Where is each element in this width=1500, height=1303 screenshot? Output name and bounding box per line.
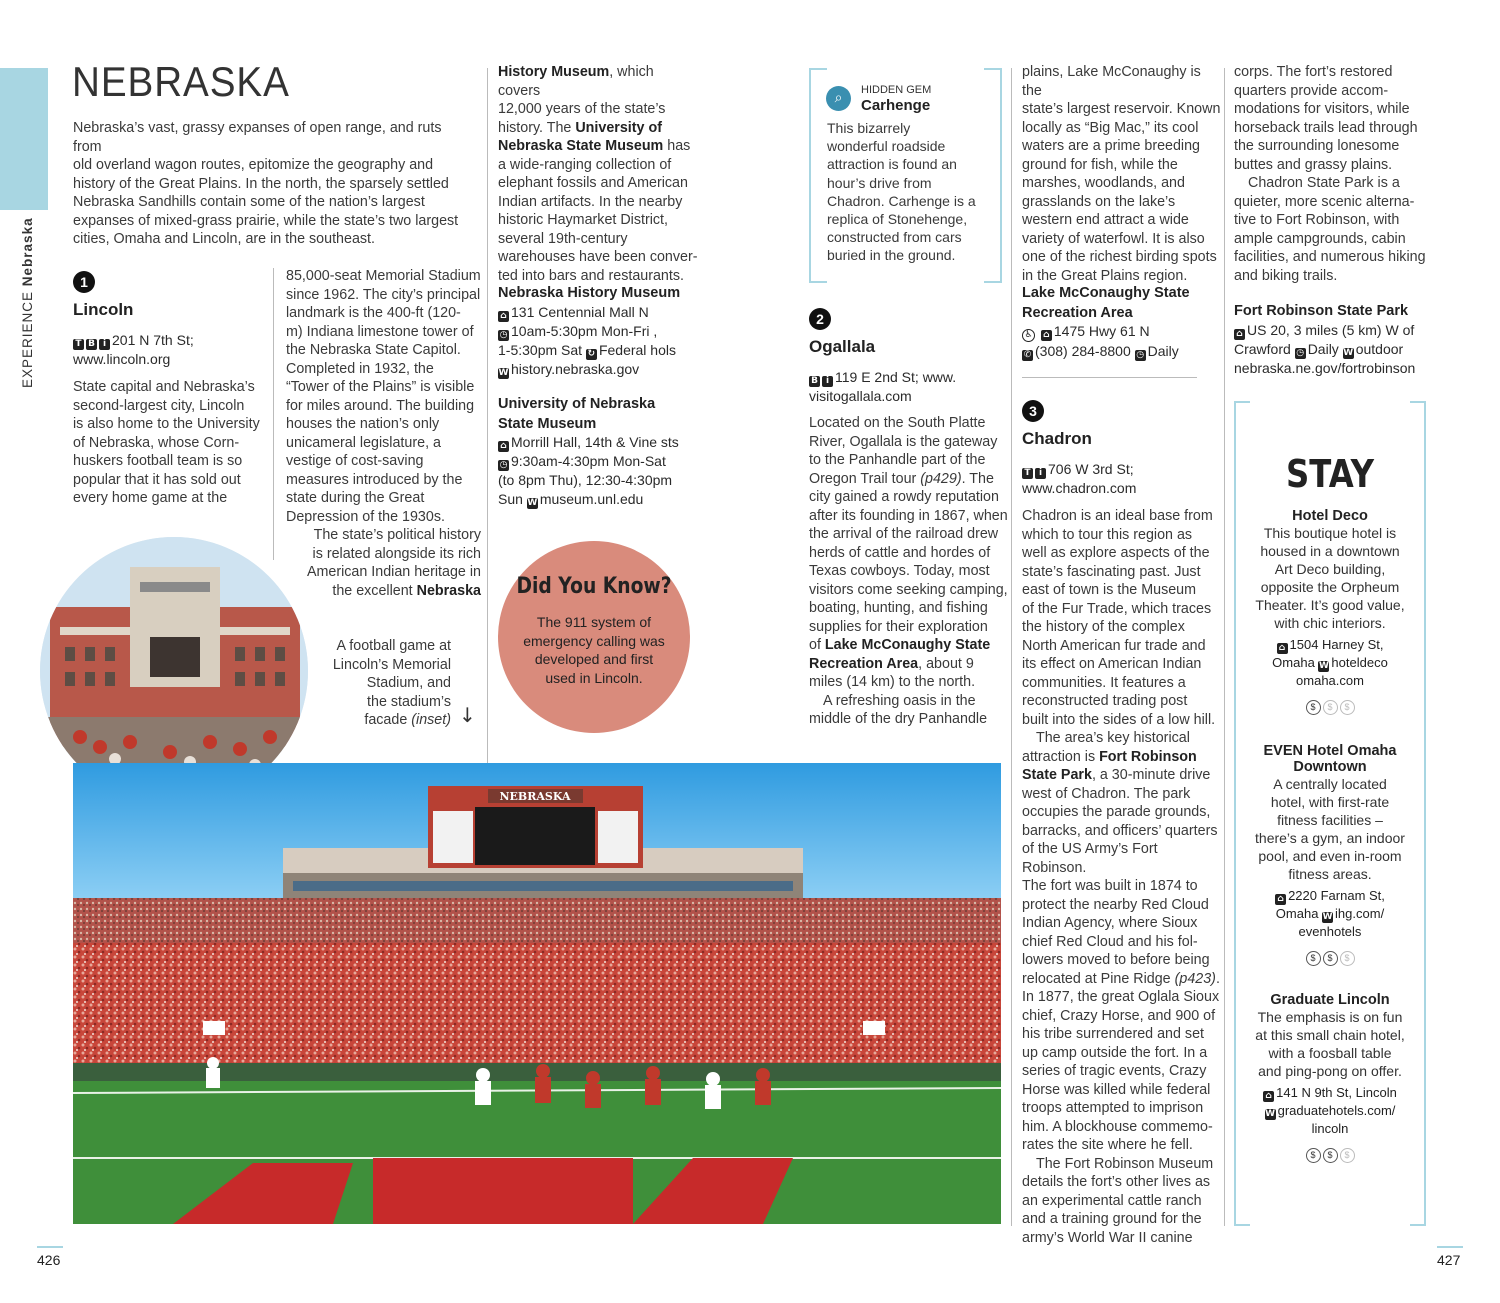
closed-icon: ↻ bbox=[587, 348, 596, 359]
web-icon: W bbox=[1343, 347, 1354, 358]
hidden-gem-name: Carhenge bbox=[861, 97, 931, 114]
side-label bbox=[20, 217, 35, 388]
photo-caption bbox=[305, 637, 451, 730]
ogallala-text bbox=[809, 414, 1009, 729]
lincoln-address: 201 N 7th St; bbox=[112, 332, 194, 348]
lake-text bbox=[1022, 63, 1222, 285]
text-line: Indian Agency, where Sioux bbox=[1022, 915, 1198, 931]
text-line: The Fort Robinson Museum bbox=[1036, 1155, 1214, 1172]
text-line: buttes and grassy plains. bbox=[1234, 156, 1393, 173]
text-line: State Park, a 30-minute drive bbox=[1022, 767, 1211, 783]
text-line: history of the Great Plains. In the north, the sparsely settled bbox=[73, 175, 449, 192]
text-line: and biking trails. bbox=[1234, 267, 1338, 284]
price-rating bbox=[1250, 697, 1410, 715]
bus-icon: B bbox=[809, 376, 820, 387]
fort-info: Fort Robinson State Park ⌂ US 20, 3 miles (5 km) W of Crawford ◷ Daily W outdoor nebraska.ne.gov/fortrobinson bbox=[1234, 303, 1416, 376]
text-line: locally as “Big Mac,” its cool bbox=[1022, 119, 1199, 136]
hotel-entry bbox=[1250, 743, 1410, 966]
caption-line: facade (inset) bbox=[364, 712, 451, 728]
hotel-description: The emphasis is on fun at this small chain hotel, with a foosball table and ping-pong on offer. bbox=[1255, 1009, 1405, 1079]
page-number-left: 426 bbox=[37, 1252, 61, 1268]
text-line: Texas cowboys. Today, most bbox=[809, 563, 990, 579]
text-line: Completed in 1932, the bbox=[286, 360, 434, 377]
text-line: horseback trails lead through bbox=[1234, 119, 1418, 136]
text-line: one of the richest birding spots bbox=[1022, 249, 1217, 265]
text-line: emergency calling was bbox=[523, 632, 665, 649]
text-line: communities. It features a bbox=[1022, 674, 1186, 691]
text-line: the history of the complex bbox=[1022, 619, 1185, 635]
text-line: quieter, more scenic alterna- bbox=[1234, 193, 1415, 210]
scoreboard-label: NEBRASKA bbox=[499, 790, 571, 803]
address-icon: ⌂ bbox=[1234, 329, 1245, 340]
text-line: tive to Fort Robinson, with bbox=[1234, 212, 1400, 228]
text-line: history. The bbox=[498, 119, 572, 136]
text-line: The 911 system of bbox=[536, 614, 652, 630]
text-line: Depression of the 1930s. bbox=[286, 508, 445, 525]
hotel-entry bbox=[1250, 508, 1410, 715]
stay-bracket-right bbox=[1410, 401, 1426, 1226]
text-line: an experimental cattle ranch bbox=[1022, 1192, 1202, 1209]
text-line: huskers football team is so bbox=[73, 453, 243, 469]
magnifier-icon: ⌕ bbox=[826, 86, 851, 111]
text-line: city gained a rowdy reputation bbox=[809, 489, 999, 505]
text-line: popular that it has sold out bbox=[73, 471, 241, 488]
museum1-info: Nebraska History Museum ⌂ 131 Centennial Mall N ◷ 10am-5:30pm Mon-Fri , 1-5:30pm Sat ↻ Federal hols W history.nebraska.gov bbox=[498, 285, 681, 378]
text-line: built into the sides of a low hill. bbox=[1022, 711, 1216, 728]
text-line: which to tour this region as bbox=[1022, 526, 1193, 543]
text-line: Oregon Trail tour (p429). The bbox=[809, 470, 994, 487]
text-line: series of tragic events, Crazy bbox=[1022, 1063, 1207, 1079]
hotel-description: A centrally located hotel, with first-rate fitness facilities – there’s a gym, an indoor pool, and even in-room fitness areas. bbox=[1255, 776, 1405, 882]
hotel-name: Hotel Deco bbox=[1292, 508, 1368, 524]
text-line: waters are a prime breeding bbox=[1022, 138, 1201, 154]
column-rule bbox=[1011, 68, 1012, 1226]
arrow-down-icon: ↓ bbox=[459, 703, 476, 727]
text-line: boating, hunting, and fishing bbox=[809, 600, 988, 616]
text-line: him. A blockhouse commemo- bbox=[1022, 1118, 1213, 1135]
address-icon: ⌂ bbox=[1263, 1091, 1274, 1102]
intro-paragraph bbox=[73, 119, 473, 249]
address-icon: ⌂ bbox=[1275, 894, 1286, 905]
chadron-text bbox=[1022, 507, 1222, 1247]
text-line: is related alongside its rich bbox=[312, 545, 481, 562]
text-line: state’s largest reservoir. Known bbox=[1022, 101, 1221, 117]
fort-text bbox=[1234, 63, 1434, 285]
address-icon: ⌂ bbox=[1041, 330, 1052, 341]
text-line: old overland wagon routes, epitomize the geography and bbox=[73, 157, 434, 173]
lincoln-info bbox=[73, 331, 273, 369]
price-rating bbox=[1250, 948, 1410, 966]
museum2-info: University of Nebraska State Museum ⌂ Morrill Hall, 14th & Vine sts ◷ 9:30am-4:30pm Mon-Sat (to 8pm Thu), 12:30-4:30pm Sun W museum.unl.edu bbox=[498, 396, 679, 508]
text-line: Indian artifacts. In the nearby bbox=[498, 193, 683, 210]
text-line: River, Ogallala is the gateway bbox=[809, 433, 998, 450]
stay-bracket-left bbox=[1234, 401, 1250, 1226]
text-line: of Lake McConaughy State bbox=[809, 637, 991, 653]
text-line: corps. The fort’s restored bbox=[1234, 64, 1393, 80]
text-line: facilities, and numerous hiking bbox=[1234, 249, 1426, 265]
text-line: relocated at Pine Ridge (p423). bbox=[1022, 970, 1220, 987]
hidden-gem-text bbox=[827, 119, 987, 265]
text-line: 85,000-seat Memorial Stadium bbox=[286, 268, 481, 284]
text-line: The area’s key historical bbox=[1036, 730, 1190, 746]
ogallala-heading: Ogallala bbox=[809, 337, 876, 356]
text-line: second-largest city, Lincoln bbox=[73, 397, 245, 414]
text-line: reconstructed trading post bbox=[1022, 693, 1188, 709]
info-icon: i bbox=[822, 376, 833, 387]
text-line: Recreation Area, about 9 bbox=[809, 655, 974, 672]
column-rule bbox=[273, 268, 274, 560]
side-label-state: Nebraska bbox=[20, 217, 35, 287]
side-label-experience: EXPERIENCE bbox=[20, 290, 35, 388]
text-line: supplies for their exploration bbox=[809, 618, 988, 635]
text-line: west of Chadron. The park bbox=[1022, 785, 1191, 802]
text-line: m) Indiana limestone tower of bbox=[286, 323, 474, 340]
clock-icon: ◷ bbox=[1136, 350, 1145, 360]
text-line: for miles around. The building bbox=[286, 397, 475, 414]
dollar-icon: $ bbox=[1323, 700, 1338, 715]
text-line: up camp outside the fort. In a bbox=[1022, 1044, 1208, 1061]
hotel-info: ⌂ 1504 Harney St, Omaha W hoteldeco omaha.com bbox=[1272, 637, 1388, 688]
web-icon: W bbox=[1322, 912, 1333, 922]
caption-line: Lincoln’s Memorial bbox=[332, 656, 451, 673]
text-line: marshes, woodlands, and bbox=[1022, 175, 1185, 191]
wheelchair-icon: ♿ bbox=[1022, 329, 1035, 342]
text-line: plains, Lake McConaughy is the bbox=[1022, 64, 1201, 99]
text-line: rates the site where he fell. bbox=[1022, 1137, 1193, 1153]
chadron-info: T i 706 W 3rd St; www.chadron.com bbox=[1022, 461, 1137, 496]
page-number-rule bbox=[1437, 1246, 1463, 1248]
text-line: constructed from cars bbox=[827, 229, 962, 246]
text-line: 12,000 years of the state’s bbox=[498, 101, 666, 117]
divider bbox=[1022, 377, 1197, 378]
text-line: In 1877, the great Oglala Sioux bbox=[1022, 989, 1220, 1005]
text-line: herds of cattle and hordes of bbox=[809, 544, 991, 561]
text-line: a wide-ranging collection of bbox=[498, 156, 672, 173]
lincoln-number: 1 bbox=[73, 271, 95, 293]
text-line: wonderful roadside bbox=[827, 138, 946, 155]
address-icon: ⌂ bbox=[1277, 643, 1288, 654]
did-you-know-text bbox=[510, 613, 678, 687]
text-line: “Tower of the Plains” is visible bbox=[286, 379, 475, 395]
info-icon: i bbox=[1035, 468, 1046, 479]
caption-line: Stadium, and bbox=[366, 675, 451, 691]
text-line: vestige of cost-saving bbox=[286, 453, 424, 469]
chadron-number: 3 bbox=[1022, 400, 1044, 422]
text-line: ted into bars and restaurants. bbox=[498, 267, 684, 284]
stay-list bbox=[1250, 508, 1410, 1189]
text-line: ground for fish, while the bbox=[1022, 156, 1178, 173]
stadium-field-photo bbox=[73, 763, 1001, 1224]
stadium-field-illustration bbox=[73, 763, 1001, 1224]
web-icon: W bbox=[1265, 1109, 1276, 1119]
lincoln-text-col2b bbox=[286, 526, 481, 600]
text-line: houses the nation’s only bbox=[286, 416, 440, 432]
hotel-info: ⌂ 141 N 9th St, Lincoln W graduatehotels.com/ lincoln bbox=[1265, 1085, 1397, 1136]
text-line: is also home to the University bbox=[73, 416, 260, 432]
bus-icon: B bbox=[86, 339, 97, 350]
text-line: Chadron. Carhenge is a bbox=[827, 192, 976, 209]
text-line: and a training ground for the bbox=[1022, 1211, 1202, 1227]
ogallala-info: B i 119 E 2nd St; www. visitogallala.com bbox=[809, 369, 957, 404]
text-line: every home game at the bbox=[73, 490, 228, 506]
text-line: Nebraska’s vast, grassy expanses of open range, and ruts from bbox=[73, 120, 442, 155]
hotel-name: EVEN Hotel Omaha bbox=[1263, 743, 1397, 759]
text-line: in the Great Plains region. bbox=[1022, 267, 1188, 284]
text-line: developed and first bbox=[534, 651, 654, 667]
hidden-gem-label: HIDDEN GEM bbox=[861, 84, 932, 96]
section-tab bbox=[0, 68, 48, 210]
did-you-know-title: Did You Know? bbox=[516, 574, 672, 599]
text-line: The fort was built in 1874 to bbox=[1022, 878, 1198, 894]
dollar-icon: $ bbox=[1323, 951, 1338, 966]
text-line: the excellent Nebraska bbox=[332, 582, 481, 599]
text-line: A refreshing oasis in the bbox=[823, 692, 976, 709]
text-line: the Nebraska State Capitol. bbox=[286, 342, 461, 358]
dollar-icon: $ bbox=[1340, 951, 1355, 966]
hotel-entry bbox=[1250, 992, 1410, 1163]
text-line: of the Fur Trade, which traces bbox=[1022, 600, 1212, 617]
text-line: lowers moved to before being bbox=[1022, 952, 1210, 968]
hidden-gem-bracket-left bbox=[809, 68, 827, 283]
page-title: NEBRASKA bbox=[72, 58, 290, 105]
text-line: ample campgrounds, cabin bbox=[1234, 230, 1406, 247]
transit-icon: T bbox=[1022, 468, 1033, 479]
text-line: Located on the South Platte bbox=[809, 415, 986, 431]
caption-line: A football game at bbox=[336, 638, 451, 654]
text-line: miles (14 km) to the north. bbox=[809, 674, 976, 690]
text-line: to the Panhandle part of the bbox=[809, 452, 986, 468]
text-line: Chadron is an ideal base from bbox=[1022, 508, 1213, 524]
text-line: modations for visitors, while bbox=[1234, 101, 1410, 117]
text-line: visitors come seeking camping, bbox=[809, 581, 1008, 598]
hotel-info: ⌂ 2220 Farnam St, Omaha W ihg.com/ evenhotels bbox=[1275, 888, 1385, 939]
text-line: State capital and Nebraska’s bbox=[73, 379, 255, 395]
text-line: attraction is found an bbox=[827, 156, 957, 173]
text-line: barracks, and officers’ quarters bbox=[1022, 822, 1218, 839]
text-line: buried in the ground. bbox=[827, 247, 956, 264]
text-line: American Indian heritage in bbox=[306, 564, 481, 580]
text-line: army’s World War II canine bbox=[1022, 1229, 1193, 1246]
text-line: The state’s political history bbox=[313, 527, 481, 543]
dollar-icon: $ bbox=[1306, 1148, 1321, 1163]
text-line: landmark is the 400-ft (120- bbox=[286, 305, 461, 321]
text-line: its effect on American Indian bbox=[1022, 656, 1202, 672]
lincoln-heading: Lincoln bbox=[73, 300, 134, 319]
web-icon: W bbox=[527, 498, 538, 508]
column-rule bbox=[487, 68, 488, 764]
text-line: replica of Stonehenge, bbox=[827, 211, 968, 228]
text-line: of Nebraska, whose Corn- bbox=[73, 434, 240, 451]
text-line: details the fort’s other lives as bbox=[1022, 1174, 1211, 1190]
stay-heading: STAY bbox=[1285, 452, 1375, 496]
text-line: middle of the dry Panhandle bbox=[809, 711, 988, 727]
text-line: historic Haymarket District, bbox=[498, 212, 668, 228]
web-icon: W bbox=[498, 367, 509, 378]
text-line: since 1962. The city’s principal bbox=[286, 286, 481, 303]
text-line: warehouses have been conver- bbox=[498, 249, 698, 265]
address-icon: ⌂ bbox=[498, 441, 509, 452]
lincoln-text-col2 bbox=[286, 267, 481, 526]
text-line: measures introduced by the bbox=[286, 471, 463, 488]
text-line: state during the Great bbox=[286, 490, 425, 506]
text-line: western end attract a wide bbox=[1022, 212, 1189, 228]
dollar-icon: $ bbox=[1306, 951, 1321, 966]
clock-icon: ◷ bbox=[499, 460, 508, 470]
text-line: elephant fossils and American bbox=[498, 175, 688, 191]
lincoln-text-col1 bbox=[73, 378, 268, 508]
dollar-icon: $ bbox=[1323, 1148, 1338, 1163]
column-rule bbox=[1224, 68, 1225, 1226]
chadron-heading: Chadron bbox=[1022, 429, 1092, 448]
web-icon: W bbox=[1318, 661, 1329, 671]
text-line: Nebraska Sandhills contain some of the nation’s largest bbox=[73, 194, 425, 210]
dollar-icon: $ bbox=[1306, 700, 1321, 715]
clock-icon: ◷ bbox=[499, 329, 508, 340]
lincoln-website[interactable]: www.lincoln.org bbox=[73, 351, 171, 367]
text-line: the surrounding lonesome bbox=[1234, 138, 1400, 154]
dollar-icon: $ bbox=[1340, 700, 1355, 715]
text-line: his tribe surrendered and set bbox=[1022, 1026, 1204, 1042]
museum1-name: Nebraska History Museum bbox=[498, 285, 681, 301]
text-line: grasslands on the lake’s bbox=[1022, 193, 1176, 210]
history-museum-text: History Museum, which covers 12,000 years of the state’s history. The University of Nebraska State Museum has a wide-ranging collection of elephant fossils and American Indian artifacts. In the nearby historic Haymarket District, several 19th-century warehouses have been conver- ted into bars and restaurants. bbox=[498, 64, 698, 284]
text-line: quarters provide accom- bbox=[1234, 82, 1389, 99]
phone-icon: ✆ bbox=[1023, 350, 1032, 360]
text-line: unicameral legislature, a bbox=[286, 434, 441, 451]
text-line: hour’s drive from bbox=[827, 174, 932, 191]
text-line: east of town is the Museum bbox=[1022, 582, 1197, 598]
lake-info: Lake McConaughy State Recreation Area ♿ ⌂ 1475 Hwy 61 N ✆ (308) 284-8800 ◷ Daily bbox=[1022, 285, 1190, 360]
page-number-rule bbox=[37, 1246, 63, 1248]
text-line: of the US Army’s Fort Robinson. bbox=[1022, 841, 1158, 876]
address-icon: ⌂ bbox=[498, 311, 509, 322]
text-line: attraction is Fort Robinson bbox=[1022, 748, 1197, 765]
info-icon: i bbox=[99, 339, 110, 350]
dollar-icon: $ bbox=[1340, 1148, 1355, 1163]
text-line: used in Lincoln. bbox=[545, 669, 643, 686]
text-line: Chadron State Park is a bbox=[1248, 175, 1400, 191]
text-line: several 19th-century bbox=[498, 230, 628, 247]
text-line: North American fur trade and bbox=[1022, 637, 1206, 654]
text-line: troops attempted to imprison bbox=[1022, 1100, 1204, 1116]
text-line: chief Red Cloud and his fol- bbox=[1022, 933, 1198, 950]
transit-icon: T bbox=[73, 339, 84, 350]
hotel-name: Graduate Lincoln bbox=[1270, 992, 1390, 1008]
text-line: chief, Crazy Horse, and 900 of bbox=[1022, 1007, 1216, 1024]
text-line: state’s fascinating past. Just bbox=[1022, 563, 1201, 580]
price-rating bbox=[1250, 1145, 1410, 1163]
text-line: after its founding in 1867, when bbox=[809, 507, 1008, 524]
hotel-name: Downtown bbox=[1293, 759, 1367, 775]
text-line: Horse was killed while federal bbox=[1022, 1081, 1211, 1098]
text-line: cities, Omaha and Lincoln, are in the southeast. bbox=[73, 231, 376, 247]
text-line: variety of waterfowl. It is also bbox=[1022, 230, 1205, 247]
text-line: This bizarrely bbox=[827, 120, 911, 136]
text-line: protect the nearby Red Cloud bbox=[1022, 896, 1209, 913]
ogallala-number: 2 bbox=[809, 308, 831, 330]
text-line: well as explore aspects of the bbox=[1022, 545, 1210, 561]
clock-icon: ◷ bbox=[1296, 347, 1305, 358]
text-line: the arrival of the railroad drew bbox=[809, 526, 999, 542]
hotel-description: This boutique hotel is housed in a downtown Art Deco building, opposite the Orpheum Theater. It’s good value, with chic interiors. bbox=[1255, 525, 1405, 631]
page-number-right: 427 bbox=[1437, 1252, 1461, 1268]
caption-line: the stadium’s bbox=[367, 693, 451, 710]
text-line: expanses of mixed-grass prairie, while the state’s two largest bbox=[73, 212, 459, 229]
text-line: occupies the parade grounds, bbox=[1022, 804, 1211, 820]
